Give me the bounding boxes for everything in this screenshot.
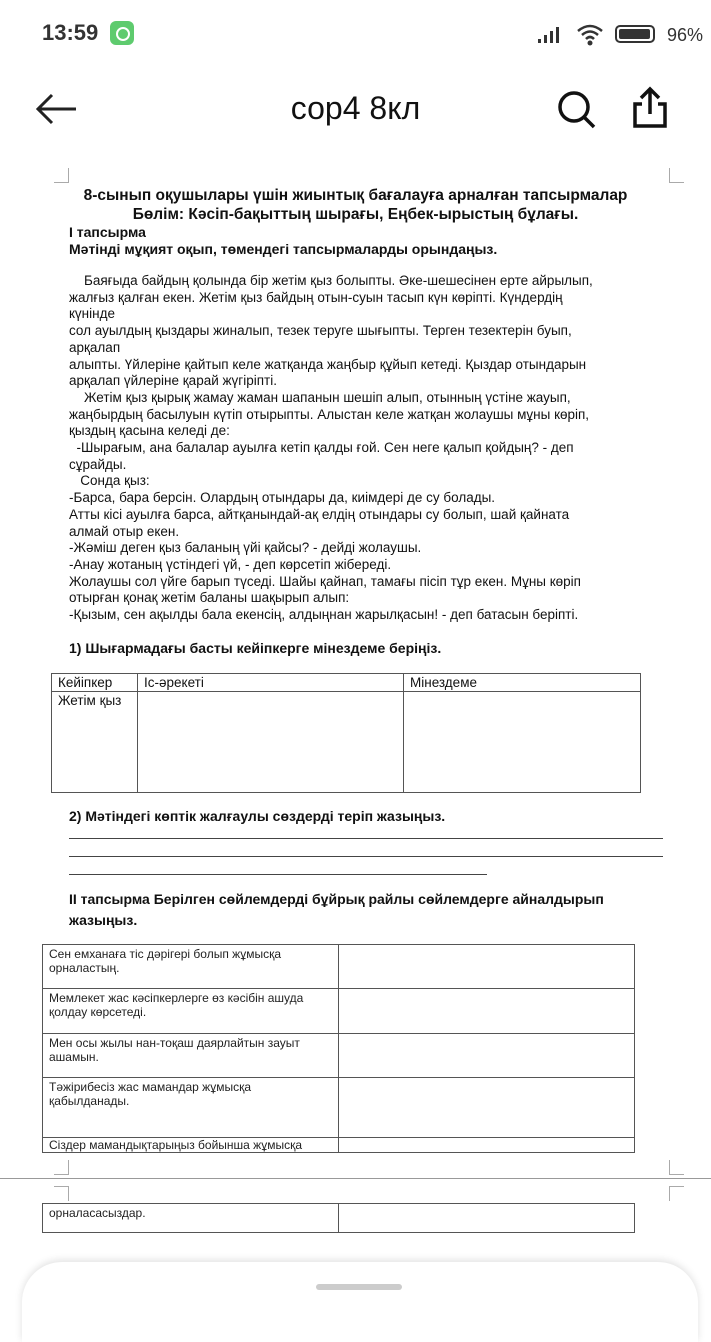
story-line: арқалап үйлеріне қарай жүгіріпті. [69,373,277,389]
app-notification-icon [110,21,134,45]
drag-handle[interactable] [316,1284,402,1290]
header-character: Кейіпкер [52,674,138,692]
answer-line[interactable] [69,856,663,857]
battery-percent: 96% [667,25,704,45]
answer-cell[interactable] [339,989,635,1034]
answer-line[interactable] [69,838,663,839]
page-break [0,1178,711,1179]
status-time: 13:59 [42,20,99,45]
page-corner-mark [54,1160,69,1175]
story-line: -Шырағым, ана балалар ауылға кетіп қалды ғой. Сен неге қалып қойдың? - деп [69,440,574,455]
task2-title: II тапсырма Берілген сөйлемдерді бұйрық райлы сөйлемдерге айналдырып [69,891,604,907]
page-corner-mark [54,168,69,183]
sentence-cell: Сіздер мамандықтарыңыз бойынша жұмысқа [43,1138,339,1153]
question-2: 2) Мәтіндегі көптік жалғаулы сөздерді теріп жазыңыз. [69,808,446,824]
wifi-icon [576,23,606,47]
header-actions: Іс-әрекеті [138,674,404,692]
story-line: алмай отыр екен. [69,523,180,539]
story-line: күнінде [69,306,115,322]
sentence-cell: орналасасыздар. [43,1204,339,1233]
story-line: Баяғыда байдың қолында бір жетім қыз болыпты. Әке-шешесінен ерте айрылып, [69,273,593,288]
sentence-cell: Мен осы жылы нан-тоқаш даярлайтын зауыт ашамын. [43,1034,339,1078]
bottom-sheet[interactable] [22,1262,698,1342]
story-line: -Барса, бара берсін. Олардың отындары да, киімдері де су болады. [69,490,496,506]
heading-1: 8-сынып оқушылары үшін жиынтық бағалауға арналған тапсырмалар [83,187,628,204]
question-1: 1) Шығармадағы басты кейіпкерге мінездеме беріңіз. [69,640,442,656]
answer-cell[interactable] [339,1204,635,1233]
share-icon[interactable] [630,86,670,130]
answer-cell[interactable] [339,1034,635,1078]
story-line: Жолаушы сол үйге барып түседі. Шайы қайнап, тамағы пісіп тұр екен. Мұны көріп [69,573,581,589]
instruction: Мәтінді мұқият оқып, төмендегі тапсырмаларды орындаңыз. [69,241,498,257]
story-line: жалғыз қалған екен. Жетім қыз байдың отын-суын тасып күн көріпті. Күндердің [69,289,563,305]
document-title: сор4 8кл [290,90,421,126]
search-icon[interactable] [556,89,598,131]
story-line: сол ауылдың қыздары жиналып, тезек теруге шығыпты. Терген тезектерін буып, [69,323,572,339]
sentence-cell: Сен емханаға тіс дәрігері болып жұмысқа орналастың. [43,945,339,989]
page-corner-mark [54,1186,69,1201]
answer-cell[interactable] [339,1078,635,1138]
header-description: Мінездеме [404,674,641,692]
signal-icon [537,25,567,45]
task2-title-cont: жазыңыз. [69,912,138,928]
story-line: Атты кісі ауылға барса, айтқанындай-ақ елдің отындары су болып, шай қайната [69,506,570,522]
cell-actions-answer[interactable] [138,692,404,793]
story-line: Сонда қыз: [69,473,150,489]
page-corner-mark [669,1160,684,1175]
story-line: сұрайды. [69,456,127,472]
story-line: жаңбырдың басылуын күтіп отырыпты. Алыстан келе жатқан жолаушы мұны көріп, [69,406,590,422]
story-line: арқалап [69,339,121,355]
story-line: -Анау жотаның үстіндегі үй, - деп көрсетіп жібереді. [69,556,392,572]
cell-character: Жетім қыз [52,692,138,793]
task1-label: I тапсырма [69,224,146,240]
answer-cell[interactable] [339,945,635,989]
sentence-cell: Мемлекет жас кәсіпкерлерге өз кәсібін ашуда қолдау көрсетеді. [43,989,339,1034]
sentence-table-continued [42,1203,635,1233]
heading-2: Бөлім: Кәсіп-бақыттың шырағы, Еңбек-ырыстың бұлағы. [132,206,579,223]
answer-line[interactable] [69,874,487,875]
story-line: Жетім қыз қырық жамау жаман шапанын шешіп алып, отынның үстіне жауып, [69,389,571,405]
sentence-table [42,944,635,1153]
cell-description-answer[interactable] [404,692,641,793]
sentence-cell: Тәжірибесіз жас мамандар жұмысқа қабылданады. [43,1078,339,1138]
story-line: -Қызым, сен ақылды бала екенсің, алдыңнан жарылқасын! - деп батасын беріпті. [69,607,579,622]
answer-cell[interactable] [339,1138,635,1153]
story-line: қыздың қасына келеді де: [69,423,230,439]
story-line: -Жәміш деген қыз баланың үйі қайсы? - дейді жолаушы. [69,540,422,556]
page-corner-mark [669,168,684,183]
story-line: отырған қонақ жетім баланы шақырып алып: [69,590,350,606]
story-line: алыпты. Үйлеріне қайтып келе жатқанда жаңбыр құйып кетеді. Қыздар отындарын [69,356,587,372]
page-corner-mark [669,1186,684,1201]
battery-icon [615,25,655,43]
character-table [51,673,641,793]
